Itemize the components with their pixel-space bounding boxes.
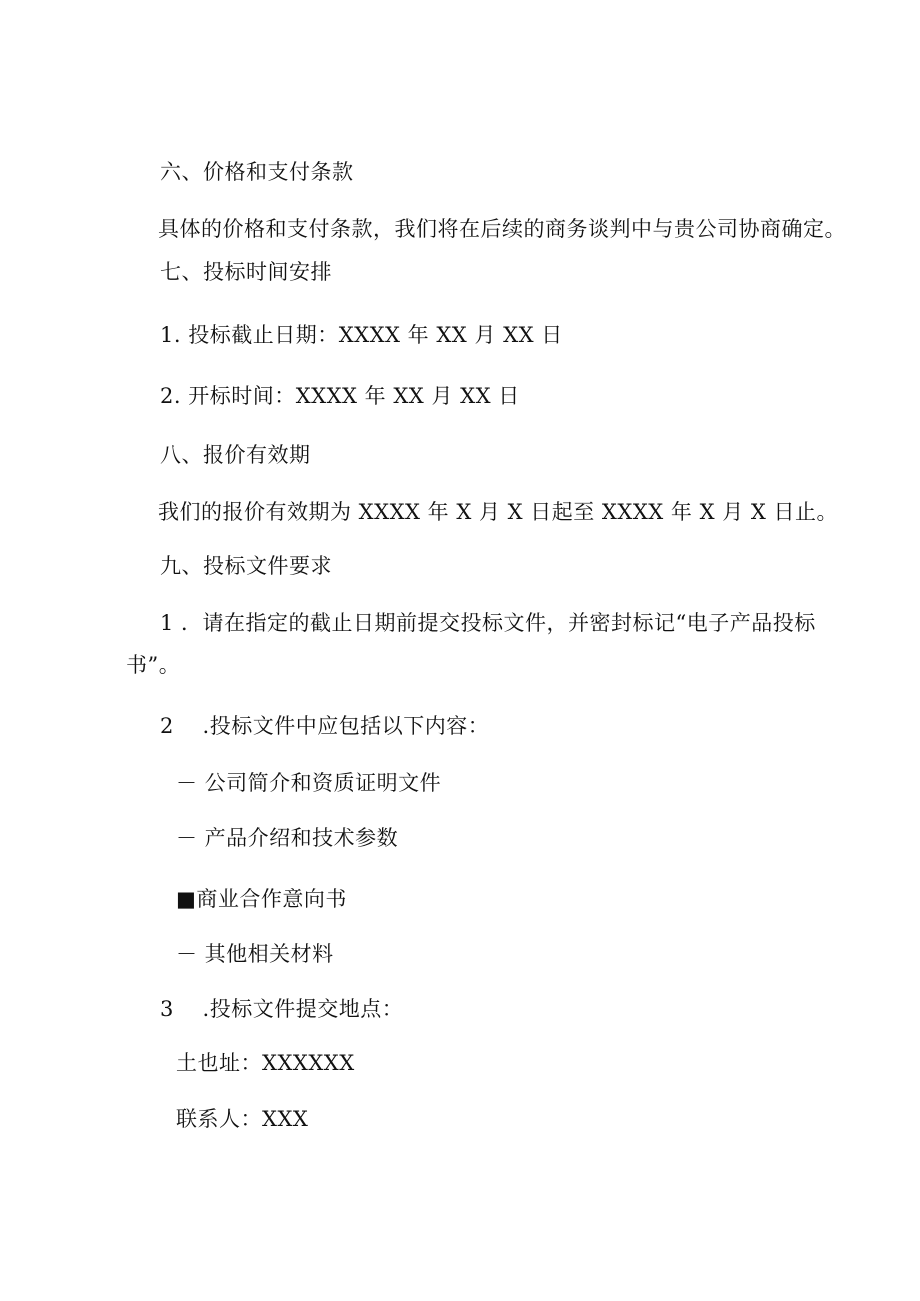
section-9-heading: 九、投标文件要求 (160, 554, 332, 578)
sub-item-product-intro: － 产品介绍和技术参数 (176, 826, 399, 850)
section-7-heading: 七、投标时间安排 (160, 260, 332, 284)
section-9-item-1-line-2: 书”。 (126, 653, 181, 677)
section-7-item-1: 1. 投标截止日期：XXXX 年 XX 月 XX 日 (160, 323, 563, 347)
section-6-heading: 六、价格和支付条款 (160, 160, 354, 184)
section-8-body: 我们的报价有效期为 XXXX 年 X 月 X 日起至 XXXX 年 X 月 X 日止。 (158, 500, 839, 524)
section-9-item-1-line-1: 1 ．请在指定的截止日期前提交投标文件，并密封标记“电子产品投标 (160, 611, 816, 635)
sub-item-company-profile: － 公司简介和资质证明文件 (176, 771, 442, 795)
sub-item-cooperation-letter: ■商业合作意向书 (176, 887, 347, 911)
section-9-item-2: 2 .投标文件中应包括以下内容： (160, 714, 490, 738)
sub-item-other-materials: － 其他相关材料 (176, 942, 334, 966)
section-6-body: 具体的价格和支付条款，我们将在后续的商务谈判中与贵公司协商确定。 (158, 217, 846, 241)
submission-address: 土也址：XXXXXX (176, 1051, 355, 1075)
contact-person: 联系人：XXX (176, 1107, 309, 1131)
section-7-item-2: 2. 开标时间：XXXX 年 XX 月 XX 日 (160, 384, 520, 408)
section-8-heading: 八、报价有效期 (160, 443, 311, 467)
section-9-item-3: 3 .投标文件提交地点： (160, 997, 404, 1021)
